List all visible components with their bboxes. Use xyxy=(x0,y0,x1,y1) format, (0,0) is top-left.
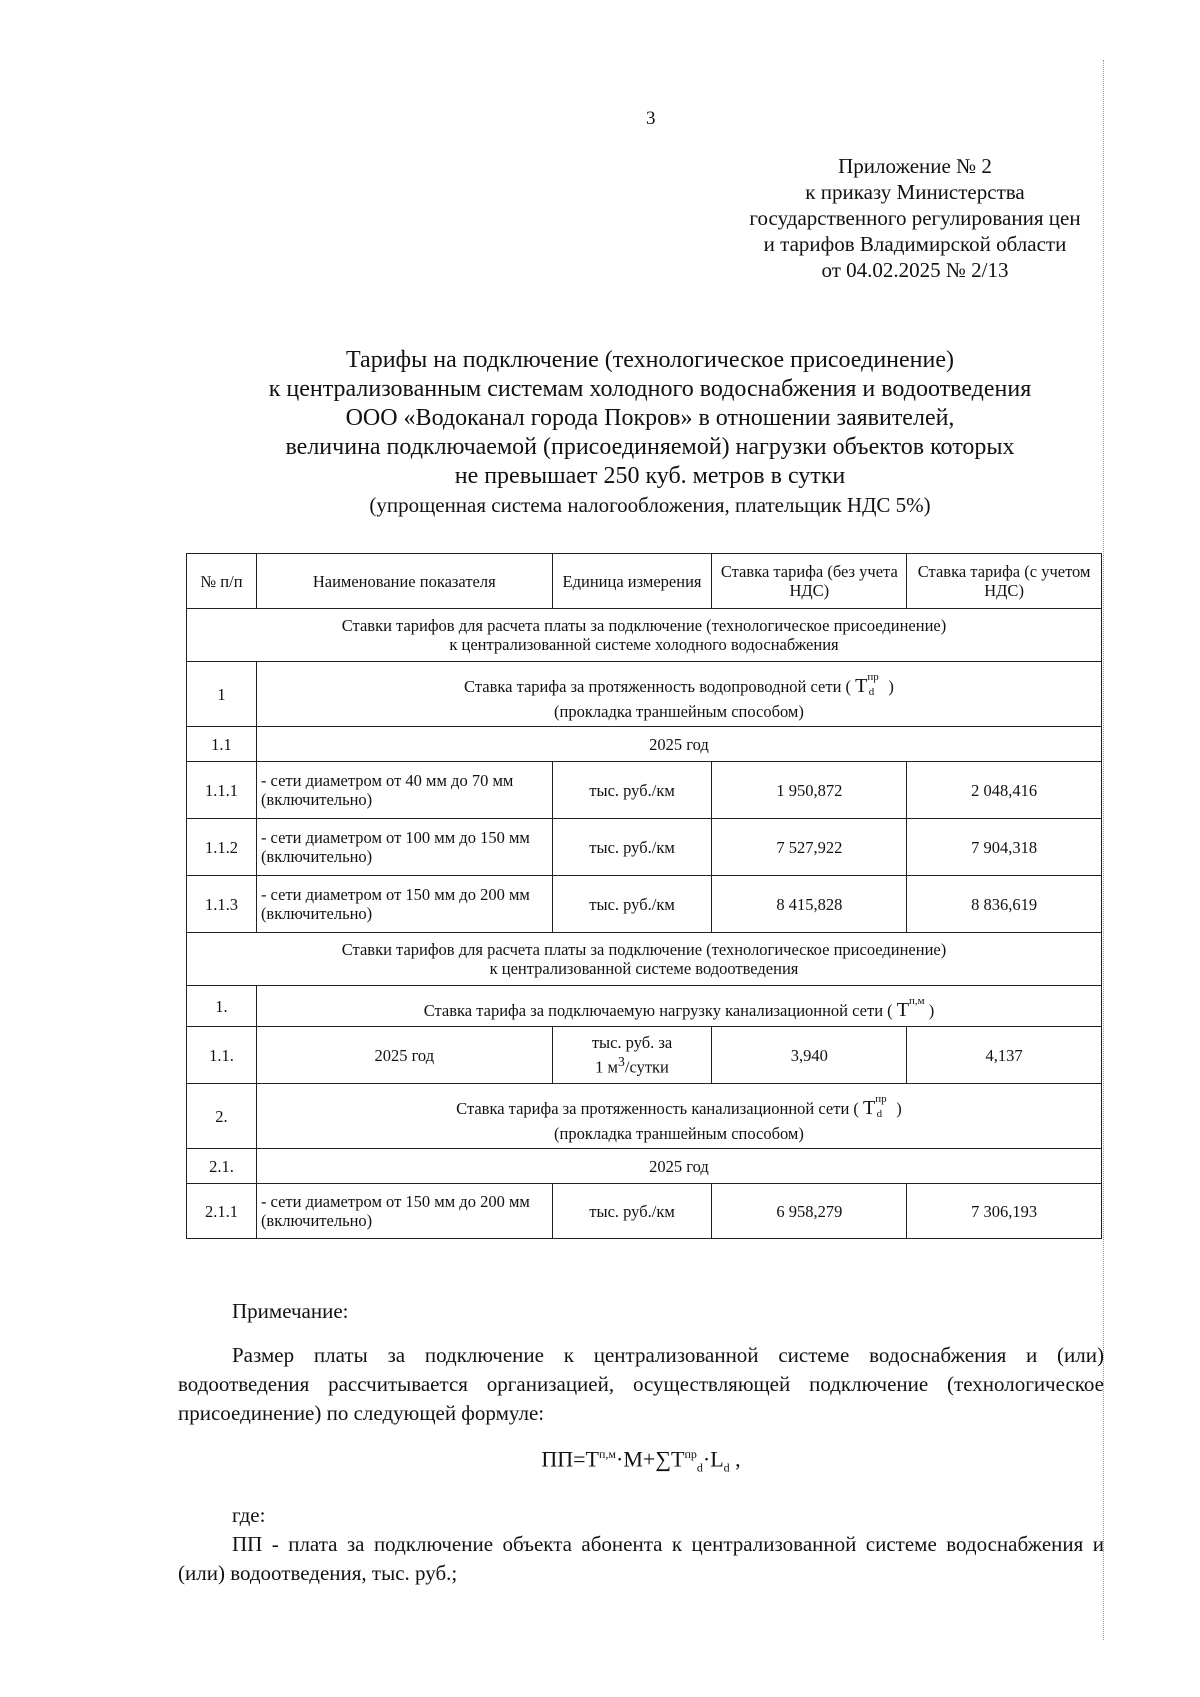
tariff-table xyxy=(186,553,1102,1239)
notes-section xyxy=(178,1297,1104,1588)
appendix-line: к приказу Министерства xyxy=(805,180,1025,204)
title-line: величина подключаемой (присоединяемой) нагрузки объектов которых xyxy=(285,434,1015,460)
formula-part: ·M+ xyxy=(616,1446,656,1472)
row-rate-vat: 7 904,318 xyxy=(907,819,1102,876)
appendix-line: от 04.02.2025 № 2/13 xyxy=(821,258,1009,282)
table-row xyxy=(187,727,1102,762)
sum-symbol: ∑ xyxy=(655,1446,671,1472)
row-name: - сети диаметром от 150 мм до 200 мм (включительно) xyxy=(256,876,552,933)
header-rate-vat: Ставка тарифа (с учетом НДС) xyxy=(907,554,1102,609)
symbol-sub: d xyxy=(876,1107,883,1120)
row-rate-vat: 8 836,619 xyxy=(907,876,1102,933)
row-num: 2. xyxy=(187,1084,257,1149)
notes-paragraph: Размер платы за подключение к централизованной системе водоснабжения и (или) водоотведения рассчитывается организацией, осуществляющей подключение (технологическое присоединение) по следующей формуле: xyxy=(178,1343,1104,1425)
symbol-sub: d xyxy=(868,685,875,698)
header-unit: Единица измерения xyxy=(552,554,712,609)
row-year: 2025 год xyxy=(256,727,1101,762)
header-name: Наименование показателя xyxy=(256,554,552,609)
unit-part: 1 м xyxy=(595,1057,618,1077)
section-title-line: к централизованной системе холодного водоснабжения xyxy=(449,635,839,654)
rate-title-text: Ставка тарифа за протяженность водопроводной сети ( xyxy=(464,676,852,696)
row-name: - сети диаметром от 40 мм до 70 мм (включительно) xyxy=(256,762,552,819)
unit-part: /сутки xyxy=(624,1057,669,1077)
row-unit: тыс. руб./км xyxy=(552,876,712,933)
symbol-sup: пр xyxy=(875,1092,887,1105)
section-title-line: к централизованной системе водоотведения xyxy=(489,959,799,978)
table-row xyxy=(187,662,1102,727)
formula-part: ·L xyxy=(702,1446,724,1472)
row-name: - сети диаметром от 150 мм до 200 мм (включительно) xyxy=(256,1184,552,1239)
tariff-symbol xyxy=(855,670,884,698)
tariff-symbol xyxy=(896,995,925,1021)
row-num: 1 xyxy=(187,662,257,727)
formula-part: = xyxy=(573,1446,586,1472)
section-title xyxy=(187,609,1102,662)
table-row xyxy=(187,1149,1102,1184)
row-num: 2.1.1 xyxy=(187,1184,257,1239)
formula-sub: d xyxy=(723,1460,730,1475)
formula-sup: п,м xyxy=(599,1447,617,1461)
formula-sup: пр xyxy=(684,1447,697,1461)
table-row xyxy=(187,1027,1102,1084)
header-rate-no-vat: Ставка тарифа (без учета НДС) xyxy=(712,554,907,609)
table-row xyxy=(187,819,1102,876)
header-num: № п/п xyxy=(187,554,257,609)
symbol-sup: пр xyxy=(867,670,879,683)
unit-sup: 3 xyxy=(618,1054,625,1070)
row-rate-no-vat: 6 958,279 xyxy=(712,1184,907,1239)
notes-where: где: xyxy=(232,1502,266,1527)
rate-title-line xyxy=(261,668,1097,702)
symbol-letter: T xyxy=(855,674,868,697)
section-title-line: Ставки тарифов для расчета платы за подключение (технологическое присоединение) xyxy=(341,940,947,959)
symbol-letter: T xyxy=(863,1096,876,1119)
symbol-letter: T xyxy=(896,999,909,1021)
table-row xyxy=(187,1084,1102,1149)
formula-part: ПП xyxy=(541,1446,574,1472)
notes-heading: Примечание: xyxy=(232,1299,349,1323)
row-name: 2025 год xyxy=(256,1027,552,1084)
unit-line: тыс. руб. за xyxy=(591,1033,673,1053)
row-rate-title xyxy=(256,1084,1101,1149)
appendix-line: и тарифов Владимирской области xyxy=(763,232,1067,256)
rate-title-text: Ставка тарифа за подключаемую нагрузку канализационной сети ( xyxy=(423,1001,893,1020)
row-rate-title xyxy=(256,662,1101,727)
title-line: к централизованным системам холодного водоснабжения и водоотведения xyxy=(268,376,1032,402)
row-unit: тыс. руб./км xyxy=(552,762,712,819)
row-num: 1.1.2 xyxy=(187,819,257,876)
table-header-row xyxy=(187,554,1102,609)
paren-close: ) xyxy=(896,1098,902,1118)
table-row xyxy=(187,876,1102,933)
section-title xyxy=(187,933,1102,986)
paren-close: ) xyxy=(928,1001,935,1020)
notes-pp-definition: ПП - плата за подключение объекта абонента к централизованной системе водоснабжения и (или) водоотведения, тыс. руб.; xyxy=(178,1531,1104,1585)
table-row xyxy=(187,1184,1102,1239)
section-header-water-supply xyxy=(187,609,1102,662)
payment-formula xyxy=(178,1440,1104,1483)
table-row xyxy=(187,986,1102,1027)
tariff-symbol xyxy=(863,1092,892,1120)
page-number: 3 xyxy=(646,108,656,129)
row-rate-vat: 2 048,416 xyxy=(907,762,1102,819)
row-name: - сети диаметром от 100 мм до 150 мм (включительно) xyxy=(256,819,552,876)
rate-title-text: Ставка тарифа за протяженность канализационной сети ( xyxy=(456,1098,859,1118)
title-line: ООО «Водоканал города Покров» в отношении заявителей, xyxy=(345,405,955,431)
row-rate-no-vat: 7 527,922 xyxy=(712,819,907,876)
formula-part: , xyxy=(735,1446,741,1472)
row-unit: тыс. руб./км xyxy=(552,819,712,876)
row-rate-vat: 4,137 xyxy=(907,1027,1102,1084)
row-num: 1.1.3 xyxy=(187,876,257,933)
title-line: Тарифы на подключение (технологическое присоединение) xyxy=(345,347,955,373)
row-year: 2025 год xyxy=(256,1149,1101,1184)
formula-part: T xyxy=(585,1446,599,1472)
appendix-line: государственного регулирования цен xyxy=(749,206,1081,230)
row-num: 1.1.1 xyxy=(187,762,257,819)
row-rate-vat: 7 306,193 xyxy=(907,1184,1102,1239)
formula-sub: d xyxy=(696,1460,703,1475)
section-title-line: Ставки тарифов для расчета платы за подключение (технологическое присоединение) xyxy=(341,616,947,635)
row-num: 2.1. xyxy=(187,1149,257,1184)
row-unit xyxy=(552,1027,712,1084)
symbol-sup: п,м xyxy=(909,995,925,1007)
section-header-wastewater xyxy=(187,933,1102,986)
title-line: не превышает 250 куб. метров в сутки xyxy=(454,463,846,489)
unit-line xyxy=(557,1052,708,1077)
rate-note: (прокладка траншейным способом) xyxy=(554,701,804,721)
document-title xyxy=(150,346,1150,519)
row-num: 1.1 xyxy=(187,727,257,762)
paren-close: ) xyxy=(888,676,894,696)
appendix-block xyxy=(700,153,1130,283)
row-num: 1. xyxy=(187,986,257,1027)
row-rate-no-vat: 8 415,828 xyxy=(712,876,907,933)
formula-part: T xyxy=(671,1446,685,1472)
rate-title-line xyxy=(261,1090,1097,1124)
row-unit: тыс. руб./км xyxy=(552,1184,712,1239)
title-subtitle: (упрощенная система налогообложения, плательщик НДС 5%) xyxy=(369,493,931,517)
table-row xyxy=(187,762,1102,819)
row-rate-no-vat: 1 950,872 xyxy=(712,762,907,819)
row-rate-no-vat: 3,940 xyxy=(712,1027,907,1084)
rate-note: (прокладка траншейным способом) xyxy=(554,1123,804,1143)
row-num: 1.1. xyxy=(187,1027,257,1084)
row-rate-title xyxy=(256,986,1101,1027)
appendix-line: Приложение № 2 xyxy=(838,154,992,178)
